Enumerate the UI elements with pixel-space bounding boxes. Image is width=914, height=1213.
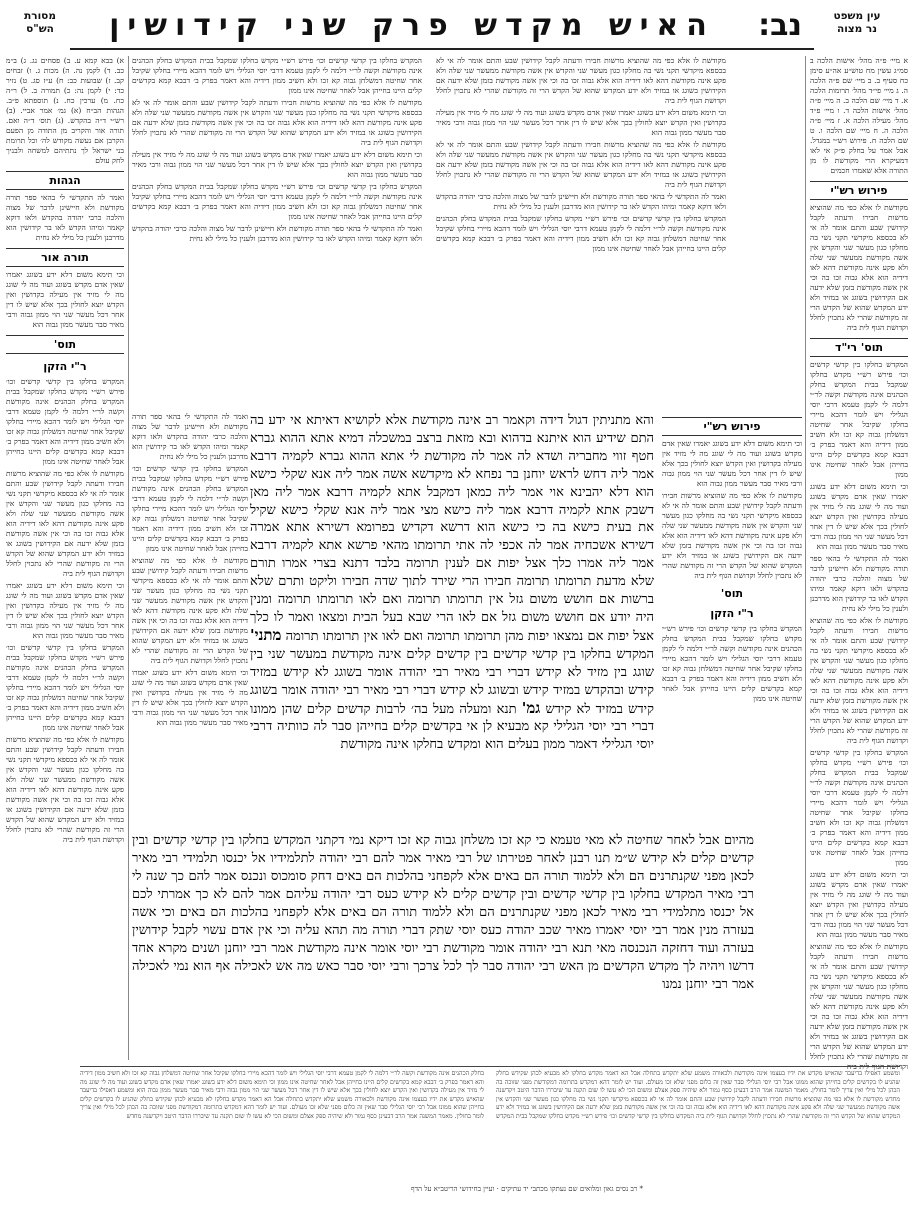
footnotes-text-cont4: ומשמע דאפילו בדיעבד שהאיש מקדש את ידיו בעצמו אינה מקודשת ולכאורה משמע שלא יתקדש בתחלה אבל הא דאמר מקדש בחלקו לא מבעיא לכהן שקידש בחלק שהגיע לו בקדשים קלים בחייהן שהוא ממונו אבל רבי יוסי הגלילי סבר שאין זה כלום מפני שלא זכו מעולם. ועוד יש לומר דהא דמקדש בתרומה דמקודשת מפני שזוכה בה הכהן לכל מילי ואין צריך לומר בחולין. מאמר המשנה אמר הרב דבעינן כסף גמור ולא שיהיה ספק אצלם ומשום הכי לא עשו לו שום תקנה עד שיבררו הדבר היטב ויקדשנה מחדש	[80, 1087, 484, 1120]
gemara-body: במשכלה דמיא אתא ההוא גברא חטף זווי מחבריה ושדא לה אמר לה מקודשת לי אתא ההוא גברא לקמיה דרבא אמר ליה דחש לראש יוחנן בר נפחא לא מיקדשא אשה אמר ליה אנא שקלי כישא הוא דלא יהבינא אוי אמר ליה כמאן דמקבל אתא לקמיה דרבא אמר ליה מאן דשבק אתא לקמיה דרבא אמר ליה כישא מצי אמר ליה אנא שקלי כישא שקיל את בעית כישא בה כי כישא הוא דרשא דקדיש בפרומא דשירא אתא אמרה דשירא אשכחיה אמר לה אכפי לה אתי תרומתו מהאי פרשא אתא לקמיה דרבא אמר ליה אמרו כלך אצל יפות אם לענין תרומה בלבד דתנא בצרי אמרו תורם שלא מדעת תרומתו תרומה חבירו הרי שירד לתוך שדה חבירו וליקט ותרם שלא ברשות אם חושש משום גזל אין תרומתו תרומה ואם לאו תרומתו תרומה ומנין היה יודע אם חושש משום גזל אם לאו הרי שבא בעל הבית ומצאו ואמר לו כלך אצל יפות אם נמצאו יפות מהן תרומתו תרומה ואם לאו אין תרומתו תרומה	[250, 430, 654, 644]
page-title: האיש מקדש פרק שני קידושין	[109, 8, 715, 43]
header-rule	[70, 48, 814, 50]
gemara-opening: והא מתניתין דגול דידה וקאמר רב אינה מקודשת אלא לקושיא דאיתא אי ידע בה התם שידיע הוא איתנא בדהוא ובא מזאת ברצב	[250, 413, 654, 446]
masoret-hashas-column	[6, 56, 124, 1056]
gemara-lower-text: מהיום אבל לאחר שחיטה לא מאי טעמא כי קא זכו משלחן גבוה קא זכו דיקא נמי דקתני המקדש בחלקו בין קדשי קדשים ובין קדשים קלים לא קידש ש״מ תנו רבנן לאחר פטירתו של רבי מאיר אמר להם רבי יהודה לתלמידיו אל יכנסו תלמידי רבי מאיר לכאן מפני שקנתרנים הם ולא ללמוד תורה הם באים אלא לקפחני בהלכות הם באים דחק סומכוס ונכנס אמר להם כך שנה לי רבי מאיר המקדש בחלקו בין קדשי קדשים ובין קדשים קלים לא קידש כעס רבי יהודה עליהם אמר להם לא כך אמרתי לכם אל יכנסו מתלמידי רבי מאיר לכאן מפני שקנתרנים הם ולא ללמוד תורה הם באים אלא לקפחני בהלכות הם באים וכי אשה בעזרה מנין אמר רבי יוסי יאמרו מאיר שכב יהודה כעס יוסי שתק דברי תורה מה תהא עליה וכי אין אדם עשוי לקבל קידושין בעזרה ועוד דחזקה הנכנסה מאי תנא רבי יהודה אומר מקודשת רבי יוסי אומר אינה מקודשת אמר רבי יוחנן ושנים מקרא אחד דרשו ויהיה לך מקדש הקדשים מן האש רבי יהודה סבר לך לכל צרכך ורבי יוסי סבר כאש מה אש לאכילה אף הוא נמי לאכילה אמר רבי יוחנן נמנו	[132, 833, 754, 992]
rashi-upper-text: מקודשת לו אלא כפי מה שהוציא מרשות חבירו ודעתה לקבל קידושין שבע והתם אומר לה אי לא בכספא מיקדשי תקני נשי בה מחלקו כגון מעשר שני והקדש אין אשה מקודשת ממעשר שני שלה ולא פקע אינה מקודשת דהא לאו דידיה הוא אלא גבוה זכו בה וכי אין אשה מקודשת בזמן שלא ידעה אם הקידושין בשוגג או במזיד ולא ידע המקדש שהוא של הקדש הרי זה מקודשת שהרי לא נתכוין לחלל וקדושת הגוף לית ביה	[436, 56, 726, 105]
page-number: נב:	[758, 8, 802, 43]
side-right-extra3: מקודשת לו אלא כפי מה שהוציא מרשות חבירו ודעתה לקבל קידושין שבע והתם אומר לה אי לא בכספא מיקדשי תקני נשי בה מחלקו כגון מעשר שני והקדש אין אשה מקודשת ממעשר שני שלה ולא פקע אינה מקודשת דהא לאו דידיה הוא אלא גבוה זכו בה וכי אין אשה מקודשת בזמן שלא ידעה אם הקידושין בשוגג או במזיד ולא ידע המקדש שהוא של הקדש הרי זה מקודשת שהרי לא נתכוין לחלל וקדושת הגוף לית ביה	[810, 616, 908, 745]
ein-mishpat-column	[810, 56, 908, 1071]
rashi-inner-column	[662, 412, 802, 832]
torah-or-heading: תורה אור	[6, 248, 124, 267]
ein-mishpat-text: א מיי׳ פ״ה מהל׳ אישות הלכה ב סמ״ג עשין מח טוש״ע אה״ע סימן כח סעיף ב. ב מיי׳ שם פ״ה הלכה ה. ג מיי׳ פי״ד מהל׳ תרומות הלכה א. ד מיי׳ שם הלכה ב. ה מיי׳ פ״ה מהל׳ אישות הלכה ד. ו מיי׳ פ״ד מהל׳ מעילה הלכה א. ז מיי׳ פ״ה הלכה ה. ח מיי׳ שם הלכה ו. ט שם הלכה ח. פירוש רש״י במגדל. אבל אמר על בחלק פ״ק אי לאו דמעיקרא הרי מקודשת לו מן התורה אלא שאמרו חכמים	[810, 56, 908, 175]
tosfot-upper-text-cont: מקודשת לו אלא כפי מה שהוציא מרשות חבירו ודעתה לקבל קידושין שבע והתם אומר לה אי לא בכספא מיקדשי תקני נשי בה מחלקו כגון מעשר שני והקדש אין אשה מקודשת ממעשר שני שלה ולא פקע אינה מקודשת דהא לאו דידיה הוא אלא גבוה זכו בה וכי אין אשה מקודשת בזמן שלא ידעה אם הקידושין בשוגג או במזיד ולא ידע המקדש שהוא של הקדש הרי זה מקודשת שהרי לא נתכוין לחלל וקדושת הגוף לית ביה	[132, 98, 422, 147]
footnotes-text-cont2: המקדש בחלקו בין קדשי קדשים וכו׳ פירש רש״י מקדש בחלקו שמקבל בבית המקדש בחלק הכהנים אינה מקודשת וקשה לר״י דלמה לי לקמן טעמא דרבי יוסי הגלילי ויש לומר דהכא מיירי בחלקו שקיבל אחר שחיטה דמשלחן גבוה קא זכו ולא חשיב ממון דידיה והא דאמר בפרק ב׳ דבבא קמא בקדשים קלים היינו בחייהן אבל לאחר שחיטה אינו ממון	[80, 1070, 694, 1120]
mishna-text: המקדש בחלקו בין קדשי קדשים בין קדשים קלים אינה מקודשת במעשר שני בין שוגג בין מזיד לא קידש דברי רבי מאיר רבי יהודה אומר בשוגג לא קידש במזיד קידש ובהקדש במזיד קידש ובשוגג לא קידש דברי רבי מאיר רבי יהודה אומר בשוגג קידש במזיד לא קידש	[250, 646, 654, 717]
rashi-inner-text-cont: מקודשת לו אלא כפי מה שהוציא מרשות חבירו ודעתה לקבל קידושין שבע והתם אומר לה אי לא בכספא מיקדשי תקני נשי בה מחלקו כגון מעשר שני והקדש אין אשה מקודשת ממעשר שני שלה ולא פקע אינה מקודשת דהא לאו דידיה הוא אלא גבוה זכו בה וכי אין אשה מקודשת בזמן שלא ידעה אם הקידושין בשוגג או במזיד ולא ידע המקדש שהוא של הקדש הרי זה מקודשת שהרי לא נתכוין לחלל וקדושת הגוף לית ביה	[662, 491, 802, 580]
rashi-heading: פירוש רש"י	[662, 417, 802, 436]
page-header	[82, 6, 802, 50]
side-right-extra2: ואמר לה התקדשי לי בהאי ספר תורה מקודשת ולא חיישינן לדבר של מצוה והלכה כרבי יהודה בהקדש ולאו דוקא קאמר ומיהו הקדש לאו בר קידושין הוא מדרבנן ולענין כל מילי לא נחית	[810, 554, 908, 613]
footnotes-text: ומשמע דאפילו בדיעבד שהאיש מקדש את ידיו בעצמו אינה מקודשת ולכאורה משמע שלא יתקדש בתחלה אבל הא דאמר מקדש בחלקו לא מבעיא לכהן שקידש בחלק שהגיע לו בקדשים קלים בחייהן שהוא ממונו אבל רבי יוסי הגלילי סבר שאין זה כלום מפני שלא זכו מעולם. ועוד יש לומר דהא דמקדש בתרומה דמקודשת מפני שזוכה בה הכהן לכל מילי ואין צריך לומר בחולין. מאמר המשנה אמר הרב דבעינן כסף גמור ולא שיהיה ספק אצלם ומשום הכי לא עשו לו שום תקנה עד שיבררו הדבר היטב ויקדשנה מחדש	[496, 1070, 901, 1103]
side-right-tosfot: המקדש בחלקו בין קדשי קדשים וכו׳ פירש רש״י מקדש בחלקו שמקבל בבית המקדש בחלק הכהנים אינה מקודשת וקשה לר״י דלמה לי לקמן טעמא דרבי יוסי הגלילי ויש לומר דהכא מיירי בחלקו שקיבל אחר שחיטה דמשלחן גבוה קא זכו ולא חשיב ממון דידיה והא דאמר בפרק ב׳ דבבא קמא בקדשים קלים היינו בחייהן אבל לאחר שחיטה אינו ממון	[810, 360, 908, 479]
ritva-heading: ר"י הזקן	[710, 607, 754, 620]
rashi-inner-text: וכי תימא משום דלא ידע בשוגג יאמרו שאין אדם מקדש בשוגג ועוד מה לי שוגג מה לי מזיד אין מעילה בקדושין ואין הקדש יוצא לחולין בכך אלא שיש לו דין אחר דכל מעשר שני הוי ממון גבוה ורבי מאיר סבר מעשר ממון גבוה הוא	[662, 439, 802, 488]
rashi-upper-text-cont2: מקודשת לו אלא כפי מה שהוציא מרשות חבירו ודעתה לקבל קידושין שבע והתם אומר לה אי לא בכספא מיקדשי תקני נשי בה מחלקו כגון מעשר שני והקדש אין אשה מקודשת ממעשר שני שלה ולא פקע אינה מקודשת דהא לאו דידיה הוא אלא גבוה זכו בה וכי אין אשה מקודשת בזמן שלא ידעה אם הקידושין בשוגג או במזיד ולא ידע המקדש שהוא של הקדש הרי זה מקודשת שהרי לא נתכוין לחלל וקדושת הגוף לית ביה	[436, 140, 726, 189]
side-left-extra4: מקודשת לו אלא כפי מה שהוציא מרשות חבירו ודעתה לקבל קידושין שבע והתם אומר לה אי לא בכספא מיקדשי תקני נשי בה מחלקו כגון מעשר שני והקדש אין אשה מקודשת ממעשר שני שלה ולא פקע אינה מקודשת דהא לאו דידיה הוא אלא גבוה זכו בה וכי אין אשה מקודשת בזמן שלא ידעה אם הקידושין בשוגג או במזיד ולא ידע המקדש שהוא של הקדש הרי זה מקודשת שהרי לא נתכוין לחלל וקדושת הגוף לית ביה	[6, 735, 124, 844]
footnotes-text-cont: מקודשת לו אלא כפי מה שהוציא מרשות חבירו ודעתה לקבל קידושין שבע והתם אומר לה אי לא בכספא מיקדשי תקני נשי בה מחלקו כגון מעשר שני והקדש אין אשה מקודשת ממעשר שני שלה ולא פקע אינה מקודשת דהא לאו דידיה הוא אלא גבוה זכו בה וכי אין אשה מקודשת בזמן שלא ידעה אם הקידושין בשוגג או במזיד ולא ידע המקדש שהוא של הקדש הרי זה מקודשת שהרי לא נתכוין לחלל וקדושת הגוף לית ביה	[496, 1095, 901, 1120]
gemara-text: תנא ומעלה מעל בה׳ לרבות קדשים קלים שהן ממונו דברי רבי יוסי הגלילי קא מבעיא לן אי בקדשים קלים בחייהן סבר לה כוותיה דרבי יוסי הגלילי דאמר ממון בעלים הוא ומקדש בחלקו אינה מקודשת	[250, 701, 654, 753]
side-left-extra3: המקדש בחלקו בין קדשי קדשים וכו׳ פירש רש״י מקדש בחלקו שמקבל בבית המקדש בחלק הכהנים אינה מקודשת וקשה לר״י דלמה לי לקמן טעמא דרבי יוסי הגלילי ויש לומר דהכא מיירי בחלקו שקיבל אחר שחיטה דמשלחן גבוה קא זכו ולא חשיב ממון דידיה והא דאמר בפרק ב׳ דבבא קמא בקדשים קלים היינו בחייהן אבל לאחר שחיטה אינו ממון	[6, 643, 124, 732]
rashi-upper-column	[436, 56, 726, 406]
side-right-extra5: וכי תימא משום דלא ידע בשוגג יאמרו שאין אדם מקדש בשוגג ועוד מה לי שוגג מה לי מזיד אין מעילה בקדושין ואין הקדש יוצא לחולין בכך אלא שיש לו דין אחר דכל מעשר שני הוי ממון גבוה ורבי מאיר סבר מעשר ממון גבוה הוא	[810, 870, 908, 939]
side-left-extra2: וכי תימא משום דלא ידע בשוגג יאמרו שאין אדם מקדש בשוגג ועוד מה לי שוגג מה לי מזיד אין מעילה בקדושין ואין הקדש יוצא לחולין בכך אלא שיש לו דין אחר דכל מעשר שני הוי ממון גבוה ורבי מאיר סבר מעשר ממון גבוה הוא	[6, 581, 124, 640]
tosfot-inner-column	[132, 412, 248, 832]
masoret-hashas-title: מסורת הש"ס	[24, 10, 56, 35]
rashi-upper-text-cont4: המקדש בחלקו בין קדשי קדשים וכו׳ פירש רש״י מקדש בחלקו שמקבל בבית המקדש בחלק הכהנים אינה מקודשת וקשה לר״י דלמה לי לקמן טעמא דרבי יוסי הגלילי ויש לומר דהכא מיירי בחלקו שקיבל אחר שחיטה דמשלחן גבוה קא זכו ולא חשיב ממון דידיה והא דאמר בפרק ב׳ דבבא קמא בקדשים קלים היינו בחייהן אבל לאחר שחיטה אינו ממון	[436, 214, 726, 253]
side-right-rashi: מקודשת לו אלא כפי מה שהוציא מרשות חבירו ודעתה לקבל קידושין שבע והתם אומר לה אי לא בכספא מיקדשי תקני נשי בה מחלקו כגון מעשר שני והקדש אין אשה מקודשת ממעשר שני שלה ולא פקע אינה מקודשת דהא לאו דידיה הוא אלא גבוה זכו בה וכי אין אשה מקודשת בזמן שלא ידעה אם הקידושין בשוגג או במזיד ולא ידע המקדש שהוא של הקדש הרי זה מקודשת שהרי לא נתכוין לחלל וקדושת הגוף לית ביה	[810, 203, 908, 332]
ein-mishpat-title: עין משפט נר מצוה	[833, 10, 881, 35]
masoret-text: א) בבא קמא ע. ב) פסחים נג. ג) ב״מ כב. ד) לקמן נה. ה) מכות ג. ו) זבחים קב. ז) שבועות כב: ח) ע״ז סג. ט) נזיר כד: י) לקמן נה: כ) תמורה ב. ל) ר״ה כח. מ) ערכין כח. נ) תוספתא פ״ב. הגהות הב״ח (א) גמ׳ אמר אביי. (ב) רש״י ד״ה בהקדש. (ג) תוס׳ ד״ה ואם. תורה אור והקריב מן התודה מן הפעם הקרבן אם נעשה מקודש לה׳ וכל תרומת בני ישראל לך נתתיהם למשחה ולבניך לחק עולם	[6, 56, 124, 165]
side-left-ritva: המקדש בחלקו בין קדשי קדשים וכו׳ פירש רש״י מקדש בחלקו שמקבל בבית המקדש בחלק הכהנים אינה מקודשת וקשה לר״י דלמה לי לקמן טעמא דרבי יוסי הגלילי ויש לומר דהכא מיירי בחלקו שקיבל אחר שחיטה דמשלחן גבוה קא זכו ולא חשיב ממון דידיה והא דאמר בפרק ב׳ דבבא קמא בקדשים קלים היינו בחייהן אבל לאחר שחיטה אינו ממון	[6, 377, 124, 466]
tosfot-inner-text-cont: המקדש בחלקו בין קדשי קדשים וכו׳ פירש רש״י מקדש בחלקו שמקבל בבית המקדש בחלק הכהנים אינה מקודשת וקשה לר״י דלמה לי לקמן טעמא דרבי יוסי הגלילי ויש לומר דהכא מיירי בחלקו שקיבל אחר שחיטה דמשלחן גבוה קא זכו ולא חשיב ממון דידיה והא דאמר בפרק ב׳ דבבא קמא בקדשים קלים היינו בחייהן אבל לאחר שחיטה אינו ממון	[132, 464, 248, 553]
column-divider-right	[805, 56, 806, 1060]
tosfot-heading: תוס'	[720, 587, 744, 600]
hagahot-text: ואמר לה התקדשי לי בהאי ספר תורה מקודשת ולא חיישינן לדבר של מצוה והלכה כרבי יהודה בהקדש ולאו דוקא קאמר ומיהו הקדש לאו בר קידושין הוא מדרבנן ולענין כל מילי לא נחית	[6, 193, 124, 242]
side-right-extra6: מקודשת לו אלא כפי מה שהוציא מרשות חבירו ודעתה לקבל קידושין שבע והתם אומר לה אי לא בכספא מיקדשי תקני נשי בה מחלקו כגון מעשר שני והקדש אין אשה מקודשת ממעשר שני שלה ולא פקע אינה מקודשת דהא לאו דידיה הוא אלא גבוה זכו בה וכי אין אשה מקודשת בזמן שלא ידעה אם הקידושין בשוגג או במזיד ולא ידע המקדש שהוא של הקדש הרי זה מקודשת שהרי לא נתכוין לחלל וקדושת הגוף לית ביה	[810, 942, 908, 1071]
ritva-side-heading: ר"י הזקן	[43, 360, 87, 373]
tosfot-upper-column	[132, 56, 422, 406]
torah-or-text: וכי תימא משום דלא ידע בשוגג יאמרו שאין אדם מקדש בשוגג ועוד מה לי שוגג מה לי מזיד אין מעילה בקדושין ואין הקדש יוצא לחולין בכך אלא שיש לו דין אחר דכל מעשר שני הוי ממון גבוה ורבי מאיר סבר מעשר ממון גבוה הוא	[6, 270, 124, 329]
rashi-side-heading: פירוש רש"י	[810, 181, 908, 200]
ritva-inner-text: המקדש בחלקו בין קדשי קדשים וכו׳ פירש רש״י מקדש בחלקו שמקבל בבית המקדש בחלק הכהנים אינה מקודשת וקשה לר״י דלמה לי לקמן טעמא דרבי יוסי הגלילי ויש לומר דהכא מיירי בחלקו שקיבל אחר שחיטה דמשלחן גבוה קא זכו ולא חשיב ממון דידיה והא דאמר בפרק ב׳ דבבא קמא בקדשים קלים היינו בחייהן אבל לאחר שחיטה אינו ממון	[662, 624, 802, 703]
hagahot-heading: הגהות	[6, 171, 124, 190]
tosfot-upper-text-cont4: ואמר לה התקדשי לי בהאי ספר תורה מקודשת ולא חיישינן לדבר של מצוה והלכה כרבי יהודה בהקדש ולאו דוקא קאמר ומיהו הקדש לאו בר קידושין הוא מדרבנן ולענין כל מילי לא נחית	[132, 224, 422, 243]
rashi-upper-text-cont3: ואמר לה התקדשי לי בהאי ספר תורה מקודשת ולא חיישינן לדבר של מצוה והלכה כרבי יהודה בהקדש ולאו דוקא קאמר ומיהו הקדש לאו בר קידושין הוא מדרבנן ולענין כל מילי לא נחית	[436, 192, 726, 211]
mishna-label: מתני'	[250, 625, 282, 644]
tosfot-inner-text: ואמר לה התקדשי לי בהאי ספר תורה מקודשת ולא חיישינן לדבר של מצוה והלכה כרבי יהודה בהקדש ולאו דוקא קאמר ומיהו הקדש לאו בר קידושין הוא מדרבנן ולענין כל מילי לא נחית	[132, 412, 248, 461]
tosfot-upper-text-cont2: וכי תימא משום דלא ידע בשוגג יאמרו שאין אדם מקדש בשוגג ועוד מה לי שוגג מה לי מזיד אין מעילה בקדושין ואין הקדש יוצא לחולין בכך אלא שיש לו דין אחר דכל מעשר שני הוי ממון גבוה ורבי מאיר סבר מעשר ממון גבוה הוא	[132, 150, 422, 179]
tosfot-side-heading: תוס'	[6, 335, 124, 354]
bottom-note: * רב נסים גאון ומלואים שם נעתקו מכתבי יד עתיקים · ועיין בחידושי הריטב״א על הדף	[410, 1185, 644, 1193]
tosfot-inner-text-cont2: מקודשת לו אלא כפי מה שהוציא מרשות חבירו ודעתה לקבל קידושין שבע והתם אומר לה אי לא בכספא מיקדשי תקני נשי בה מחלקו כגון מעשר שני והקדש אין אשה מקודשת ממעשר שני שלה ולא פקע אינה מקודשת דהא לאו דידיה הוא אלא גבוה זכו בה וכי אין אשה מקודשת בזמן שלא ידעה אם הקידושין בשוגג או במזיד ולא ידע המקדש שהוא של הקדש הרי זה מקודשת שהרי לא נתכוין לחלל וקדושת הגוף לית ביה	[132, 556, 248, 665]
side-right-extra4: המקדש בחלקו בין קדשי קדשים וכו׳ פירש רש״י מקדש בחלקו שמקבל בבית המקדש בחלק הכהנים אינה מקודשת וקשה לר״י דלמה לי לקמן טעמא דרבי יוסי הגלילי ויש לומר דהכא מיירי בחלקו שקיבל אחר שחיטה דמשלחן גבוה קא זכו ולא חשיב ממון דידיה והא דאמר בפרק ב׳ דבבא קמא בקדשים קלים היינו בחייהן אבל לאחר שחיטה אינו ממון	[810, 748, 908, 867]
gemara-main-text	[250, 412, 654, 822]
tosfot-upper-text-cont3: המקדש בחלקו בין קדשי קדשים וכו׳ פירש רש״י מקדש בחלקו שמקבל בבית המקדש בחלק הכהנים אינה מקודשת וקשה לר״י דלמה לי לקמן טעמא דרבי יוסי הגלילי ויש לומר דהכא מיירי בחלקו שקיבל אחר שחיטה דמשלחן גבוה קא זכו ולא חשיב ממון דידיה והא דאמר בפרק ב׳ דבבא קמא בקדשים קלים היינו בחייהן אבל לאחר שחיטה אינו ממון	[132, 182, 422, 221]
footnote-rule	[80, 1066, 900, 1067]
tosfot-rid-heading: תוס' רי"ד	[810, 338, 908, 357]
tosfot-inner-text-cont3: וכי תימא משום דלא ידע בשוגג יאמרו שאין אדם מקדש בשוגג ועוד מה לי שוגג מה לי מזיד אין מעילה בקדושין ואין הקדש יוצא לחולין בכך אלא שיש לו דין אחר דכל מעשר שני הוי ממון גבוה ורבי מאיר סבר מעשר ממון גבוה הוא	[132, 668, 248, 727]
footnotes-text-cont3: וכי תימא משום דלא ידע בשוגג יאמרו שאין אדם מקדש בשוגג ועוד מה לי שוגג מה לי מזיד אין מעילה בקדושין ואין הקדש יוצא לחולין בכך אלא שיש לו דין אחר דכל מעשר שני הוי ממון גבוה ורבי מאיר סבר מעשר ממון גבוה הוא	[80, 1078, 485, 1095]
side-right-extra: וכי תימא משום דלא ידע בשוגג יאמרו שאין אדם מקדש בשוגג ועוד מה לי שוגג מה לי מזיד אין מעילה בקדושין ואין הקדש יוצא לחולין בכך אלא שיש לו דין אחר דכל מעשר שני הוי ממון גבוה ורבי מאיר סבר מעשר ממון גבוה הוא	[810, 482, 908, 551]
side-left-extra: מקודשת לו אלא כפי מה שהוציא מרשות חבירו ודעתה לקבל קידושין שבע והתם אומר לה אי לא בכספא מיקדשי תקני נשי בה מחלקו כגון מעשר שני והקדש אין אשה מקודשת ממעשר שני שלה ולא פקע אינה מקודשת דהא לאו דידיה הוא אלא גבוה זכו בה וכי אין אשה מקודשת בזמן שלא ידעה אם הקידושין בשוגג או במזיד ולא ידע המקדש שהוא של הקדש הרי זה מקודשת שהרי לא נתכוין לחלל וקדושת הגוף לית ביה	[6, 469, 124, 578]
rashi-upper-text-cont: וכי תימא משום דלא ידע בשוגג יאמרו שאין אדם מקדש בשוגג ועוד מה לי שוגג מה לי מזיד אין מעילה בקדושין ואין הקדש יוצא לחולין בכך אלא שיש לו דין אחר דכל מעשר שני הוי ממון גבוה ורבי מאיר סבר מעשר ממון גבוה הוא	[436, 108, 726, 137]
gemara-label: גמ'	[521, 698, 541, 717]
tosfot-upper-text: המקדש בחלקו בין קדשי קדשים וכו׳ פירש רש״י מקדש בחלקו שמקבל בבית המקדש בחלק הכהנים אינה מקודשת וקשה לר״י דלמה לי לקמן טעמא דרבי יוסי הגלילי ויש לומר דהכא מיירי בחלקו שקיבל אחר שחיטה דמשלחן גבוה קא זכו ולא חשיב ממון דידיה והא דאמר בפרק ב׳ דבבא קמא בקדשים קלים היינו בחייהן אבל לאחר שחיטה אינו ממון	[132, 56, 422, 95]
footnotes	[80, 1070, 900, 1180]
column-divider-left	[128, 56, 129, 1060]
